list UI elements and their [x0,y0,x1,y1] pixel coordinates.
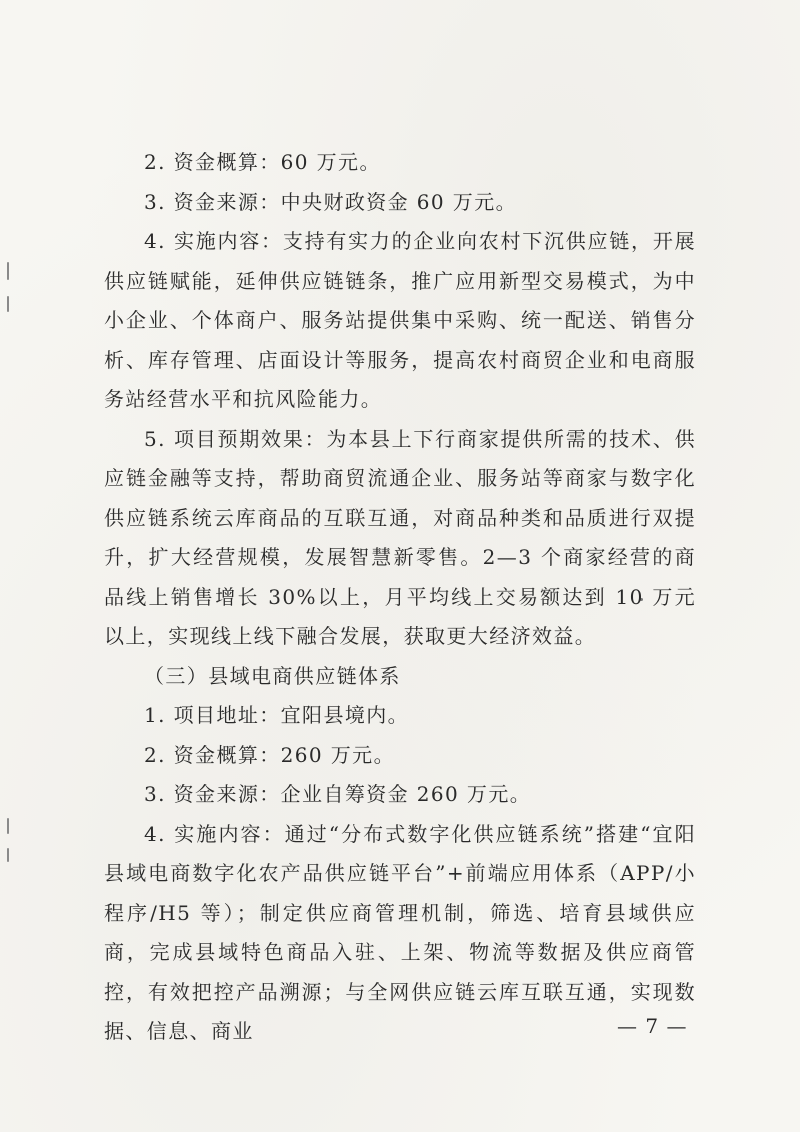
binding-mark [7,848,9,862]
paragraph-implementation: 4. 实施内容：支持有实力的企业向农村下沉供应链，开展供应链赋能，延伸供应链链条，推广应用新型交易模式，为中小企业、个体商户、服务站提供集中采购、统一配送、销售分析、库存管理、店面设计等服务，提高农村商贸企业和电商服务站经营水平和抗风险能力。 [104,229,696,411]
paragraph-funding-estimate: 2. 资金概算：60 万元。 [144,150,381,174]
paragraph-section-implementation: 4. 实施内容：通过“分布式数字化供应链系统”搭建“宜阳县域电商数字化农产品供应链平台”+前端应用体系（APP/小程序/H5 等）；制定供应商管理机制，筛选、培育县域供应商，完成县域特色商品入驻、上架、物流等数据及供应商管控，有效把控产品溯源；与全网供应链云库互联互通，实现数据、信息、商业 [104,821,696,1043]
section-title: （三）县域电商供应链体系 [144,663,401,688]
paragraph-section-funding-estimate: 2. 资金概算：260 万元。 [144,742,395,767]
paragraph-project-location: 1. 项目地址：宜阳县境内。 [144,703,410,727]
page-number: — 7 — [617,1014,688,1038]
document-body [104,143,696,1052]
binding-mark [7,818,9,834]
paragraph-section-funding-source: 3. 资金来源：企业自筹资金 260 万元。 [144,782,532,806]
paragraph-expected-effect: 5. 项目预期效果：为本县上下行商家提供所需的技术、供应链金融等支持，帮助商贸流通企业、服务站等商家与数字化供应链系统云库商品的互联互通，对商品种类和品质进行双提升，扩大经营规模，发展智慧新零售。2—3 个商家经营的商品线上销售增长 30%以上，月平均线上交易额达到 10 万元以上，实现线上线下融合发展，获取更大经济效益。 [104,426,696,648]
paragraph-funding-source: 3. 资金来源：中央财政资金 60 万元。 [144,189,518,214]
binding-mark [7,296,9,312]
binding-mark [7,262,9,280]
